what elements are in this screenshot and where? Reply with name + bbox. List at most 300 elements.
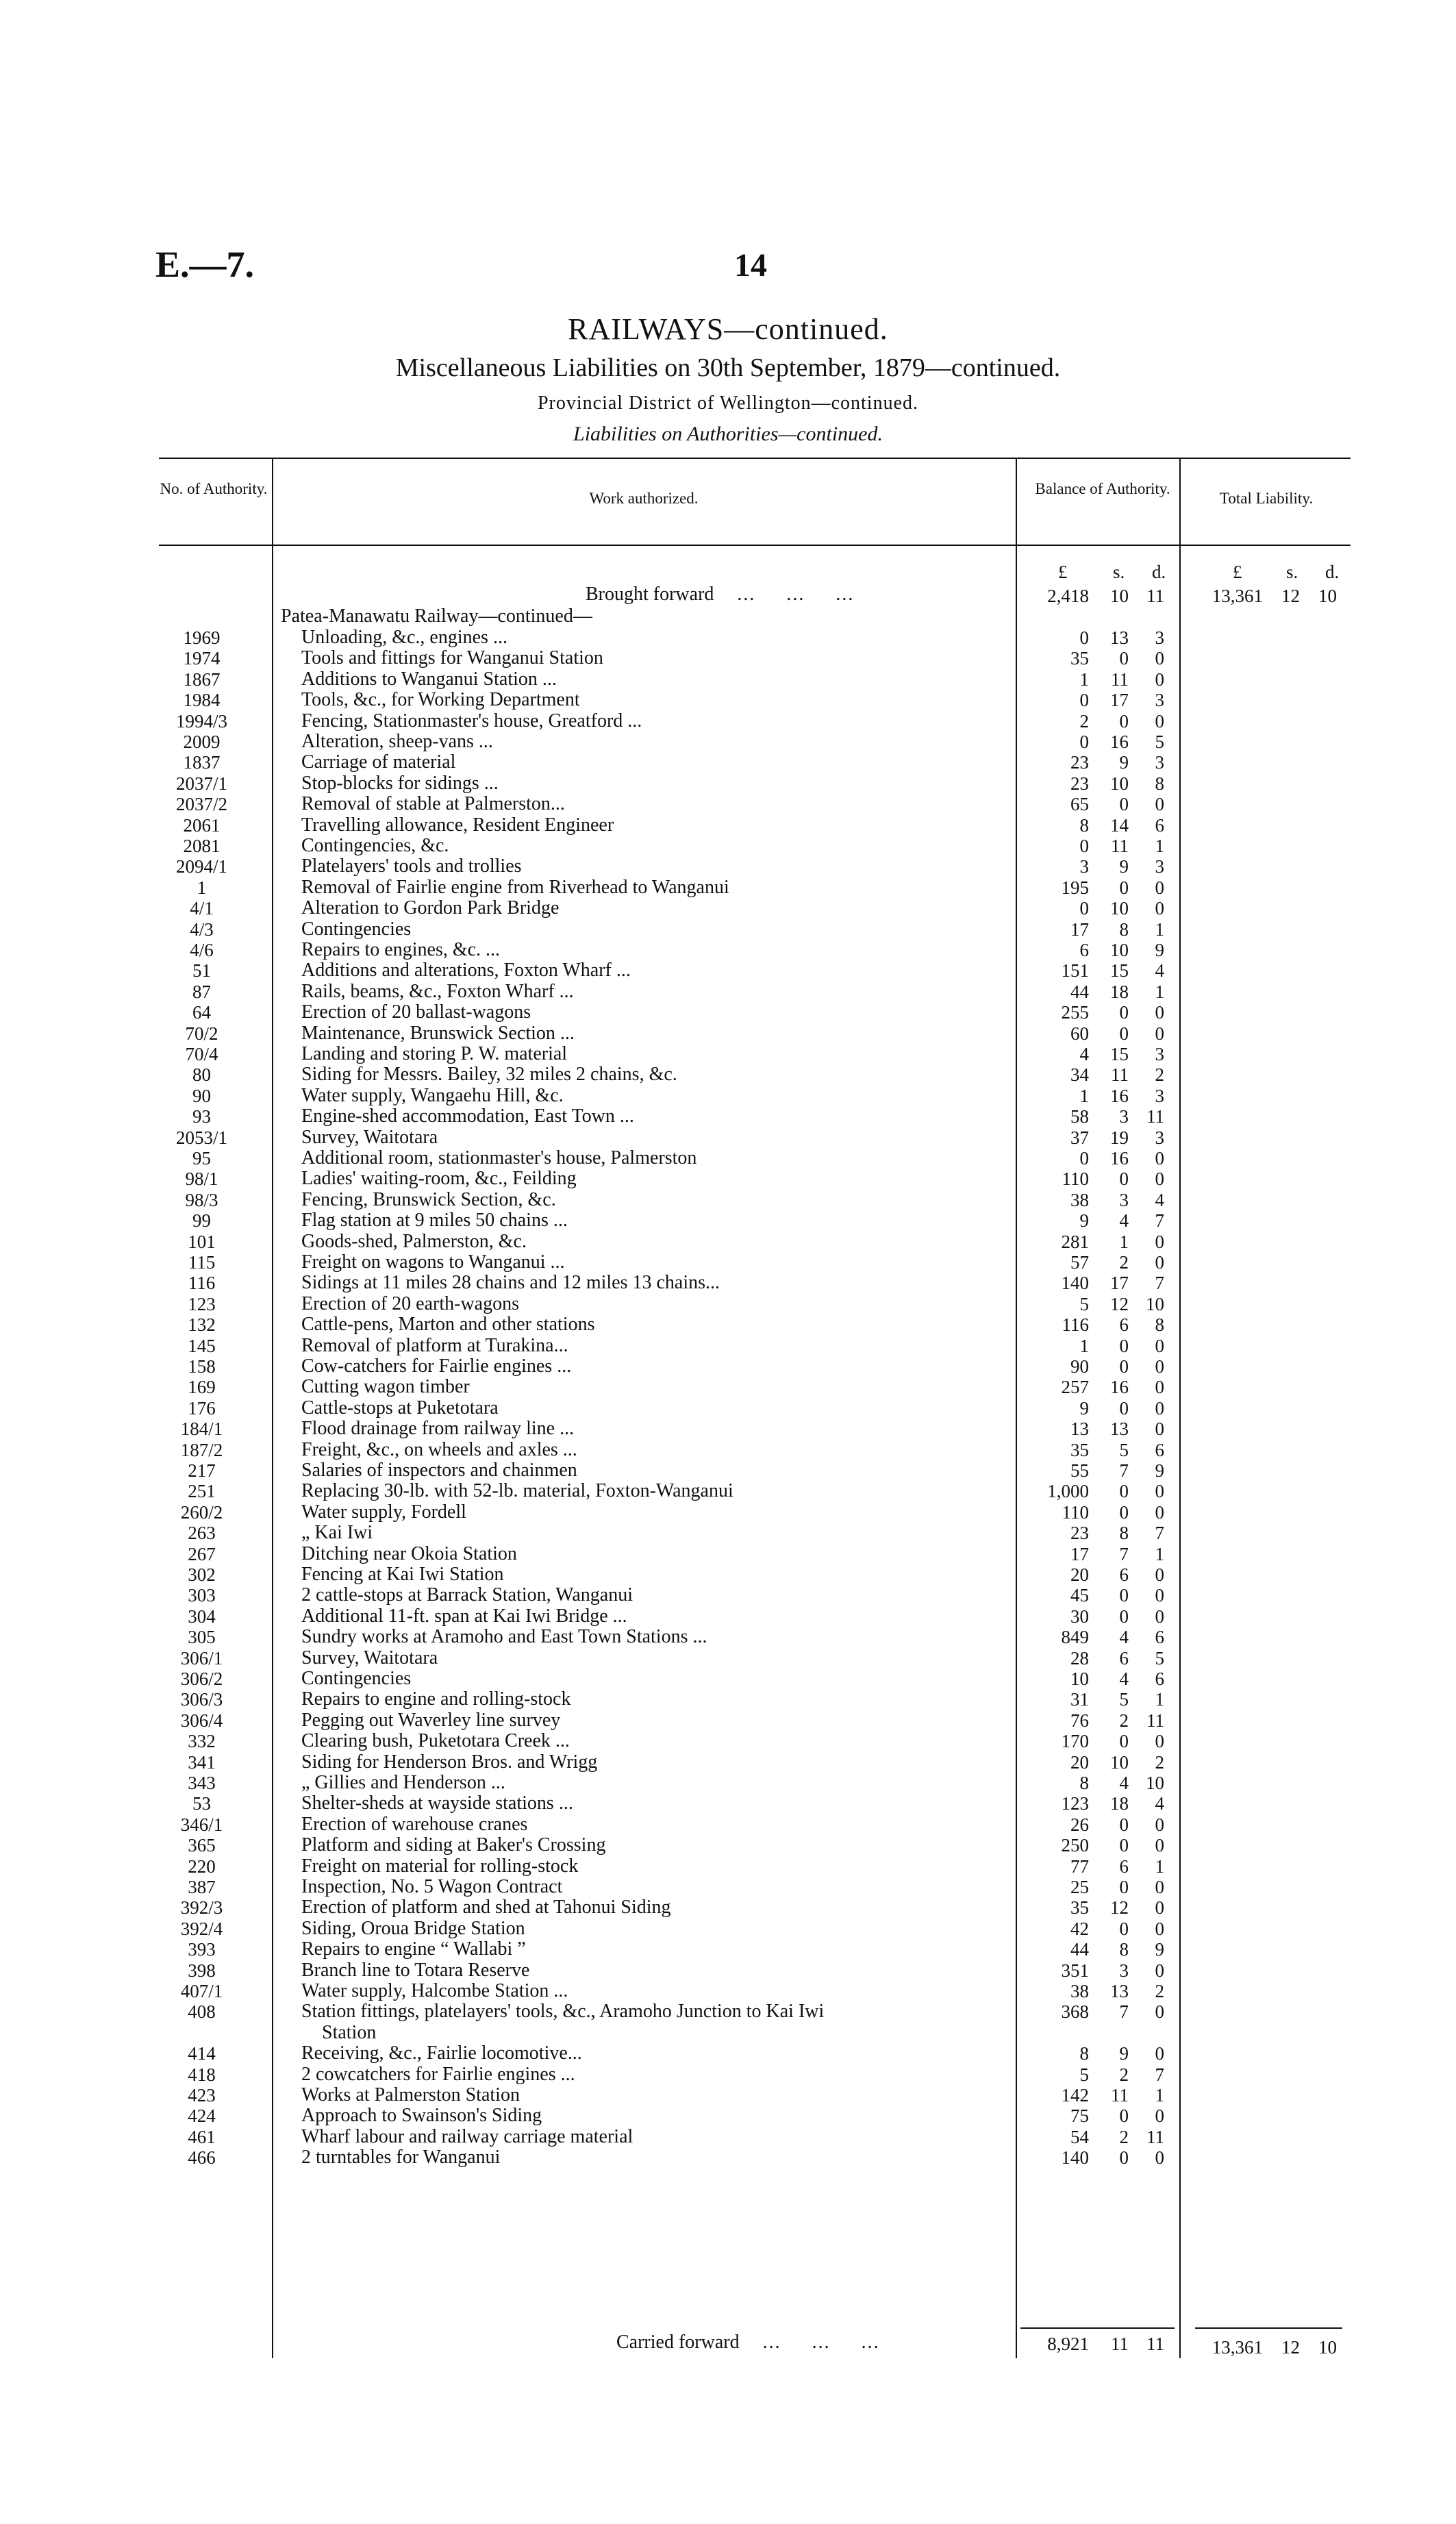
carried-forward-total-pence: 10	[1318, 2337, 1337, 2358]
balance-pence: 8	[1155, 1314, 1164, 1336]
balance-shillings: 0	[1119, 1605, 1129, 1627]
work-description: Tools and fittings for Wanganui Station	[301, 647, 603, 669]
work-description: Additions to Wanganui Station ...	[301, 668, 557, 690]
balance-pounds: 55	[1070, 1460, 1089, 1481]
authority-number: 1	[197, 877, 207, 898]
balance-pounds: 0	[1079, 1148, 1089, 1169]
carried-forward-balance-shillings: 11	[1111, 2334, 1129, 2354]
balance-shillings: 7	[1119, 2001, 1129, 2023]
balance-pence: 0	[1155, 1377, 1164, 1398]
work-description: Siding for Henderson Bros. and Wrigg	[301, 1751, 598, 1773]
balance-pence: 0	[1155, 2106, 1164, 2127]
balance-shillings: 9	[1119, 752, 1129, 773]
balance-pounds: 34	[1070, 1064, 1089, 1086]
balance-shillings: 10	[1110, 898, 1129, 919]
authority-number: 414	[188, 2043, 216, 2064]
work-description: Freight on wagons to Wanganui ...	[301, 1251, 565, 1273]
work-description: Alteration to Gordon Park Bridge	[301, 897, 560, 919]
balance-pence: 0	[1155, 1501, 1164, 1523]
balance-pounds: 44	[1070, 981, 1089, 1002]
work-description: Additional 11-ft. span at Kai Iwi Bridge ...	[301, 1605, 627, 1627]
balance-shillings: 5	[1119, 1439, 1129, 1460]
authority-number: 169	[188, 1377, 216, 1398]
balance-pounds: 2	[1079, 710, 1089, 732]
carried-forward-balance-pounds: 8,921	[1047, 2334, 1089, 2354]
balance-pounds: 45	[1070, 1585, 1089, 1606]
authority-number: 267	[188, 1543, 216, 1564]
work-description: Wharf labour and railway carriage material	[301, 2125, 633, 2147]
authority-number: 2037/1	[175, 773, 227, 794]
balance-pence: 0	[1155, 1585, 1164, 1606]
work-description: 2 turntables for Wanganui	[301, 2147, 501, 2169]
authority-number: 95	[192, 1148, 211, 1169]
balance-pence: 0	[1155, 648, 1164, 669]
balance-pence: 10	[1146, 1773, 1164, 1793]
authority-number: 398	[188, 1960, 216, 1981]
authority-number: 64	[192, 1002, 211, 1023]
balance-pounds: 281	[1061, 1231, 1089, 1252]
balance-shillings: 4	[1119, 1773, 1129, 1793]
balance-pounds: 25	[1070, 1877, 1089, 1897]
work-description: Tools, &c., for Working Department	[301, 689, 580, 711]
balance-shillings: 12	[1110, 1897, 1129, 1919]
balance-pounds: 44	[1070, 1939, 1089, 1960]
authority-number: 418	[188, 2064, 216, 2085]
balance-shillings: 6	[1119, 1855, 1129, 1877]
authority-number: 116	[188, 1273, 216, 1294]
balance-pounds: 37	[1070, 1127, 1089, 1148]
balance-pence: 0	[1155, 1814, 1164, 1835]
authority-number: 306/1	[180, 1647, 223, 1669]
brought-forward-total-pence: 10	[1318, 586, 1337, 606]
balance-shillings: 7	[1119, 1543, 1129, 1564]
work-description: Siding for Messrs. Bailey, 32 miles 2 chains, &c.	[301, 1064, 677, 1086]
balance-pence: 10	[1146, 1293, 1164, 1314]
balance-pounds: 35	[1070, 648, 1089, 669]
balance-pence: 0	[1155, 1960, 1164, 1981]
work-description: Water supply, Halcombe Station ...	[301, 1980, 568, 2001]
work-description: Station fittings, platelayers' tools, &c., Aramoho Junction to Kai Iwi	[301, 2001, 825, 2023]
balance-pence: 4	[1155, 1793, 1164, 1814]
authority-number: 305	[188, 1627, 216, 1648]
balance-pounds: 151	[1061, 960, 1089, 982]
authority-number: 466	[188, 2147, 216, 2169]
balance-pounds: 1	[1079, 1335, 1089, 1356]
work-description: Sundry works at Aramoho and East Town Stations ...	[301, 1626, 707, 1648]
balance-shillings: 0	[1119, 1356, 1129, 1377]
sum-rule-total	[1195, 2327, 1342, 2329]
brought-forward-balance-pounds: 2,418	[1047, 586, 1089, 606]
balance-shillings: 10	[1110, 940, 1129, 960]
currency-d-balance: d.	[1152, 562, 1166, 582]
authority-number: 461	[188, 2126, 216, 2147]
balance-pence: 7	[1155, 1523, 1164, 1544]
balance-pounds: 42	[1070, 1918, 1089, 1939]
work-description: Cattle-stops at Puketotara	[301, 1397, 499, 1419]
work-description: „ Kai Iwi	[301, 1522, 373, 1544]
balance-pence: 3	[1155, 856, 1164, 877]
brought-forward-balance-pence: 11	[1146, 586, 1164, 606]
balance-pounds: 8	[1079, 2043, 1089, 2064]
balance-pounds: 368	[1061, 2001, 1089, 2023]
balance-pounds: 351	[1061, 1960, 1089, 1981]
balance-shillings: 0	[1119, 648, 1129, 669]
work-description: Alteration, sheep-vans ...	[301, 731, 493, 752]
balance-pounds: 17	[1070, 1543, 1089, 1564]
balance-pounds: 4	[1079, 1044, 1089, 1064]
work-description: Siding, Oroua Bridge Station	[301, 1917, 525, 1939]
balance-pence: 3	[1155, 1127, 1164, 1148]
balance-pounds: 123	[1061, 1793, 1089, 1814]
work-description: Platelayers' tools and trollies	[301, 855, 522, 877]
balance-pounds: 250	[1061, 1835, 1089, 1856]
balance-shillings: 7	[1119, 1460, 1129, 1481]
authority-number: 424	[188, 2106, 216, 2127]
work-description: Clearing bush, Puketotara Creek ...	[301, 1730, 570, 1752]
balance-pounds: 0	[1079, 627, 1089, 648]
balance-pence: 0	[1155, 1731, 1164, 1752]
balance-pence: 1	[1155, 836, 1164, 856]
balance-shillings: 0	[1119, 1501, 1129, 1523]
balance-shillings: 0	[1119, 1481, 1129, 1502]
work-description: Approach to Swainson's Siding	[301, 2105, 542, 2127]
balance-pence: 9	[1155, 1460, 1164, 1481]
balance-pence: 3	[1155, 752, 1164, 773]
balance-pence: 0	[1155, 1397, 1164, 1419]
work-description: Shelter-sheds at wayside stations ...	[301, 1792, 573, 1814]
authority-number: 263	[188, 1523, 216, 1544]
balance-pounds: 849	[1061, 1627, 1089, 1648]
work-description: Travelling allowance, Resident Engineer	[301, 814, 614, 836]
balance-pounds: 23	[1070, 1523, 1089, 1544]
currency-s-total: s.	[1286, 562, 1298, 582]
balance-shillings: 4	[1119, 1627, 1129, 1648]
work-description: Branch line to Totara Reserve	[301, 1959, 530, 1981]
work-description: Platform and siding at Baker's Crossing	[301, 1834, 606, 1856]
balance-pounds: 195	[1061, 877, 1089, 898]
balance-shillings: 0	[1119, 1335, 1129, 1356]
work-description: Freight, &c., on wheels and axles ...	[301, 1438, 577, 1460]
balance-pence: 11	[1146, 2126, 1164, 2147]
work-description: Removal of Fairlie engine from Riverhead to Wanganui	[301, 876, 729, 898]
balance-pence: 8	[1155, 773, 1164, 794]
balance-pence: 0	[1155, 1002, 1164, 1023]
balance-pence: 0	[1155, 710, 1164, 732]
balance-pence: 2	[1155, 1751, 1164, 1773]
authority-number: 306/3	[180, 1689, 223, 1710]
work-description: Contingencies	[301, 918, 412, 940]
balance-shillings: 11	[1111, 836, 1129, 856]
balance-shillings: 8	[1119, 1939, 1129, 1960]
authority-number: 302	[188, 1564, 216, 1585]
balance-pounds: 116	[1062, 1314, 1089, 1336]
balance-pence: 0	[1155, 1835, 1164, 1856]
balance-pence: 3	[1155, 690, 1164, 711]
work-description: Goods-shed, Palmerston, &c.	[301, 1230, 527, 1252]
balance-pence: 7	[1155, 2064, 1164, 2085]
balance-pounds: 31	[1070, 1689, 1089, 1710]
balance-shillings: 16	[1110, 1377, 1129, 1398]
balance-pence: 2	[1155, 1064, 1164, 1086]
balance-pence: 6	[1155, 814, 1164, 836]
authority-number: 98/3	[185, 1189, 218, 1210]
balance-shillings: 10	[1110, 1751, 1129, 1773]
authority-number: 53	[192, 1793, 211, 1814]
authority-number: 341	[188, 1751, 216, 1773]
authority-number: 408	[188, 2001, 216, 2023]
balance-shillings: 11	[1111, 1064, 1129, 1086]
authority-number: 304	[188, 1605, 216, 1627]
balance-pence: 0	[1155, 1918, 1164, 1939]
authority-number: 2009	[183, 732, 221, 752]
balance-shillings: 0	[1119, 794, 1129, 815]
balance-shillings: 6	[1119, 1564, 1129, 1585]
balance-pounds: 20	[1070, 1564, 1089, 1585]
authority-number: 101	[188, 1231, 216, 1252]
balance-pounds: 58	[1070, 1106, 1089, 1127]
authority-number: 98/1	[185, 1169, 218, 1190]
work-description: Stop-blocks for sidings ...	[301, 772, 499, 794]
balance-shillings: 0	[1119, 1023, 1129, 1044]
balance-shillings: 19	[1110, 1127, 1129, 1148]
balance-pence: 1	[1155, 1543, 1164, 1564]
balance-shillings: 16	[1110, 732, 1129, 752]
authority-number: 90	[192, 1085, 211, 1106]
balance-shillings: 10	[1110, 773, 1129, 794]
balance-pence: 1	[1155, 1689, 1164, 1710]
balance-pounds: 65	[1070, 794, 1089, 815]
authority-number: 1994/3	[175, 710, 227, 732]
balance-shillings: 13	[1110, 1419, 1129, 1440]
balance-shillings: 6	[1119, 1314, 1129, 1336]
balance-pence: 0	[1155, 1023, 1164, 1044]
column-header-balance: Balance of Authority.	[1035, 480, 1170, 497]
balance-pence: 4	[1155, 1189, 1164, 1210]
balance-pounds: 0	[1079, 836, 1089, 856]
balance-shillings: 8	[1119, 1523, 1129, 1544]
work-description: Erection of platform and shed at Tahonui Siding	[301, 1897, 671, 1919]
brought-forward-balance-shillings: 10	[1110, 586, 1129, 606]
balance-pounds: 257	[1061, 1377, 1089, 1398]
work-description: Additions and alterations, Foxton Wharf ...	[301, 960, 631, 982]
work-description: Cattle-pens, Marton and other stations	[301, 1314, 595, 1336]
authority-number: 1984	[183, 690, 221, 711]
column-header-work: Work authorized.	[589, 490, 699, 507]
carried-forward-balance-pence: 11	[1146, 2334, 1164, 2354]
balance-pence: 11	[1146, 1710, 1164, 1731]
work-description: Replacing 30-lb. with 52-lb. material, Foxton-Wanganui	[301, 1480, 733, 1502]
authority-number: 93	[192, 1106, 211, 1127]
balance-pence: 0	[1155, 877, 1164, 898]
work-description: Landing and storing P. W. material	[301, 1043, 568, 1064]
authority-number: 87	[192, 981, 211, 1002]
balance-shillings: 0	[1119, 1814, 1129, 1835]
authority-number: 4/1	[190, 898, 214, 919]
work-description: Erection of 20 earth-wagons	[301, 1292, 519, 1314]
work-description: Freight on material for rolling-stock	[301, 1855, 579, 1877]
authority-number: 1974	[183, 648, 221, 669]
authority-number: 70/2	[185, 1023, 218, 1044]
balance-pence: 0	[1155, 1419, 1164, 1440]
balance-shillings: 0	[1119, 710, 1129, 732]
authority-number: 387	[188, 1877, 216, 1897]
currency-pound-total: £	[1233, 562, 1242, 582]
balance-pence: 0	[1155, 898, 1164, 919]
balance-shillings: 17	[1110, 690, 1129, 711]
authority-number: 1837	[183, 752, 221, 773]
balance-pounds: 54	[1070, 2126, 1089, 2147]
balance-pence: 9	[1155, 1939, 1164, 1960]
balance-shillings: 0	[1119, 2147, 1129, 2169]
balance-shillings: 8	[1119, 919, 1129, 940]
authority-number: 393	[188, 1939, 216, 1960]
balance-shillings: 0	[1119, 1169, 1129, 1190]
balance-pence: 0	[1155, 1169, 1164, 1190]
balance-pounds: 77	[1070, 1855, 1089, 1877]
balance-pounds: 90	[1070, 1356, 1089, 1377]
page-number: 14	[734, 247, 767, 284]
balance-shillings: 9	[1119, 2043, 1129, 2064]
balance-pounds: 142	[1061, 2085, 1089, 2106]
work-description: Repairs to engine “ Wallabi ”	[301, 1938, 526, 1960]
carried-forward-total-pounds: 13,361	[1212, 2337, 1263, 2358]
balance-pounds: 5	[1079, 2064, 1089, 2085]
authority-number: 392/3	[180, 1897, 223, 1919]
balance-shillings: 3	[1119, 1106, 1129, 1127]
work-description: Engine-shed accommodation, East Town ...	[301, 1105, 634, 1127]
work-description: Sidings at 11 miles 28 chains and 12 miles 13 chains...	[301, 1272, 720, 1294]
balance-shillings: 15	[1110, 1044, 1129, 1064]
authority-number: 220	[188, 1855, 216, 1877]
work-description-continued: Station	[322, 2021, 377, 2043]
balance-pounds: 60	[1070, 1023, 1089, 1044]
balance-pence: 0	[1155, 1148, 1164, 1169]
page-subtitle: Miscellaneous Liabilities on 30th September, 1879—continued.	[395, 353, 1061, 382]
balance-pounds: 9	[1079, 1397, 1089, 1419]
leader-dots: ... ... ...	[718, 584, 855, 605]
balance-pence: 0	[1155, 1564, 1164, 1585]
balance-shillings: 9	[1119, 856, 1129, 877]
balance-pounds: 57	[1070, 1252, 1089, 1273]
balance-pence: 4	[1155, 960, 1164, 982]
work-description: Removal of platform at Turakina...	[301, 1334, 568, 1356]
balance-pounds: 1	[1079, 669, 1089, 690]
authority-number: 123	[188, 1293, 216, 1314]
authority-number: 145	[188, 1335, 216, 1356]
balance-shillings: 12	[1110, 1293, 1129, 1314]
balance-shillings: 0	[1119, 1731, 1129, 1752]
balance-pounds: 76	[1070, 1710, 1089, 1731]
balance-shillings: 0	[1119, 1002, 1129, 1023]
balance-shillings: 0	[1119, 1397, 1129, 1419]
balance-pounds: 23	[1070, 752, 1089, 773]
currency-pound-balance: £	[1058, 562, 1068, 582]
balance-pence: 2	[1155, 1981, 1164, 2001]
balance-pounds: 30	[1070, 1605, 1089, 1627]
district-heading: Provincial District of Wellington—continued.	[537, 392, 919, 414]
balance-shillings: 14	[1110, 814, 1129, 836]
authority-number: 184/1	[180, 1419, 223, 1440]
authority-number: 51	[192, 960, 211, 982]
balance-pounds: 140	[1061, 2147, 1089, 2169]
balance-shillings: 0	[1119, 2106, 1129, 2127]
balance-pence: 3	[1155, 1044, 1164, 1064]
balance-pounds: 35	[1070, 1439, 1089, 1460]
balance-pounds: 110	[1062, 1501, 1089, 1523]
balance-pounds: 20	[1070, 1751, 1089, 1773]
balance-pounds: 35	[1070, 1897, 1089, 1919]
work-description: Inspection, No. 5 Wagon Contract	[301, 1876, 563, 1897]
balance-pounds: 10	[1070, 1669, 1089, 1689]
authority-number: 4/3	[190, 919, 214, 940]
balance-shillings: 17	[1110, 1273, 1129, 1294]
balance-shillings: 0	[1119, 1835, 1129, 1856]
balance-shillings: 1	[1119, 1231, 1129, 1252]
authority-number: 2094/1	[175, 856, 227, 877]
table-top-rule	[159, 458, 1351, 459]
balance-pence: 6	[1155, 1627, 1164, 1648]
work-description: Cow-catchers for Fairlie engines ...	[301, 1355, 572, 1377]
balance-pounds: 110	[1062, 1169, 1089, 1190]
balance-pence: 1	[1155, 1855, 1164, 1877]
authority-number: 332	[188, 1731, 216, 1752]
balance-pence: 5	[1155, 732, 1164, 752]
balance-shillings: 11	[1111, 2085, 1129, 2106]
authority-number: 1867	[183, 669, 221, 690]
work-description: Repairs to engine and rolling-stock	[301, 1688, 571, 1710]
work-description: Erection of warehouse cranes	[301, 1813, 528, 1835]
balance-pence: 0	[1155, 1335, 1164, 1356]
balance-shillings: 16	[1110, 1085, 1129, 1106]
column-header-no: No. of Authority.	[160, 480, 268, 497]
balance-shillings: 11	[1111, 669, 1129, 690]
column-divider-balance	[1179, 458, 1181, 2358]
brought-forward-total-shillings: 12	[1281, 586, 1300, 606]
leader-dots: ... ... ...	[744, 2332, 880, 2353]
balance-pounds: 8	[1079, 814, 1089, 836]
authority-number: 187/2	[180, 1439, 223, 1460]
work-description: Fencing at Kai Iwi Station	[301, 1564, 504, 1585]
work-description: Works at Palmerston Station	[301, 2084, 520, 2106]
work-description: Survey, Waitotara	[301, 1647, 438, 1669]
work-description: Contingencies, &c.	[301, 835, 449, 856]
balance-shillings: 6	[1119, 1647, 1129, 1669]
work-description: 2 cattle-stops at Barrack Station, Wanganui	[301, 1584, 633, 1606]
balance-shillings: 2	[1119, 2126, 1129, 2147]
balance-pounds: 23	[1070, 773, 1089, 794]
balance-pence: 0	[1155, 1897, 1164, 1919]
balance-shillings: 5	[1119, 1689, 1129, 1710]
work-description: Fencing, Stationmaster's house, Greatford ...	[301, 710, 642, 732]
work-description: Contingencies	[301, 1668, 412, 1689]
balance-pounds: 170	[1061, 1731, 1089, 1752]
balance-pence: 0	[1155, 794, 1164, 815]
balance-pounds: 0	[1079, 898, 1089, 919]
balance-pounds: 255	[1061, 1002, 1089, 1023]
balance-shillings: 0	[1119, 1585, 1129, 1606]
work-description: Carriage of material	[301, 751, 456, 773]
balance-pounds: 38	[1070, 1189, 1089, 1210]
authority-number: 423	[188, 2085, 216, 2106]
balance-shillings: 0	[1119, 877, 1129, 898]
balance-shillings: 16	[1110, 1148, 1129, 1169]
balance-pounds: 0	[1079, 732, 1089, 752]
brought-forward-total-pounds: 13,361	[1212, 586, 1263, 606]
balance-pence: 3	[1155, 1085, 1164, 1106]
brought-forward-text: Brought forward	[586, 584, 714, 605]
balance-shillings: 0	[1119, 1918, 1129, 1939]
work-description: Water supply, Wangaehu Hill, &c.	[301, 1084, 564, 1106]
